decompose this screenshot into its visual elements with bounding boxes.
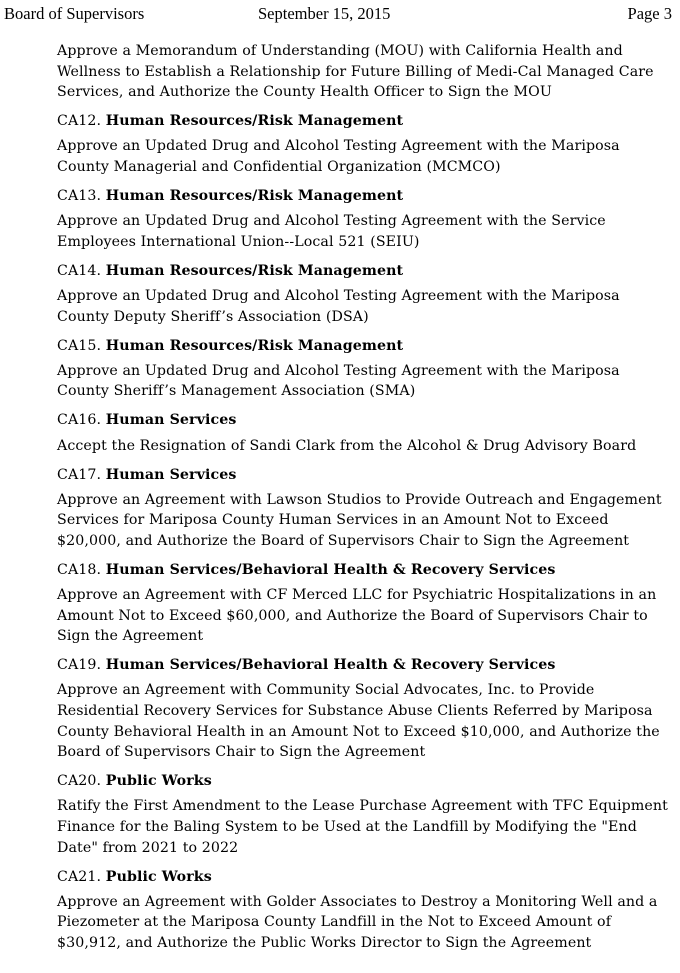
continued-item-description: Approve a Memorandum of Understanding (MOU) with California Health and Wellness to Establish a Relationship for Future Billing of Medi-Cal Managed Care Services, and Authorize the County Health Officer to Sign the MOU	[57, 43, 654, 101]
agenda-item-department: Human Services	[105, 466, 237, 483]
agenda-item-code: CA18.	[57, 561, 102, 578]
agenda-item-title	[57, 261, 669, 282]
agenda-item-code: CA12.	[57, 113, 102, 130]
agenda-item-department: Public Works	[105, 868, 212, 885]
agenda-item-description: Approve an Updated Drug and Alcohol Testing Agreement with the Mariposa County Sheriff’s Management Association (SMA)	[57, 362, 620, 400]
agenda-item-code: CA14.	[57, 262, 102, 279]
agenda-item-department: Public Works	[105, 773, 212, 790]
agenda-item-department: Human Resources/Risk Management	[105, 262, 404, 279]
agenda-item-description: Approve an Agreement with Golder Associates to Destroy a Monitoring Well and a Piezometer at the Mariposa County Landfill in the Not to Exceed Amount of $30,912, and Authorize the Public Works Director to Sign the Agreement	[57, 893, 658, 951]
agenda-item-department: Human Services/Behavioral Health & Recovery Services	[105, 657, 556, 674]
agenda-item-title	[57, 111, 669, 132]
agenda-item	[57, 261, 669, 327]
agenda-item-description: Approve an Agreement with Lawson Studios to Provide Outreach and Engagement Services for Mariposa County Human Services in an Amount Not to Exceed $20,000, and Authorize the Board of Supervisors Chair to Sign the Agreement	[57, 491, 662, 549]
agenda-item	[57, 655, 669, 762]
agenda-item-code: CA17.	[57, 466, 102, 483]
agenda-item-title	[57, 336, 669, 357]
agenda-item	[57, 186, 669, 252]
agenda-item-title	[57, 867, 669, 888]
header-date: September 15, 2015	[258, 4, 391, 23]
agenda-item-department: Human Services	[105, 412, 237, 429]
agenda-item-description: Approve an Agreement with CF Merced LLC for Psychiatric Hospitalizations in an Amount Not to Exceed $60,000, and Authorize the Board of Supervisors Chair to Sign the Agreement	[57, 587, 657, 645]
agenda-item-code: CA13.	[57, 188, 102, 205]
agenda-item	[57, 867, 669, 954]
agenda-item-title	[57, 560, 669, 581]
agenda-item-department: Human Resources/Risk Management	[105, 337, 404, 354]
agenda-item	[57, 560, 669, 647]
agenda-item-title	[57, 465, 669, 486]
agenda-item-title	[57, 410, 669, 431]
agenda-item-description: Approve an Updated Drug and Alcohol Testing Agreement with the Service Employees International Union--Local 521 (SEIU)	[57, 213, 606, 250]
agenda-item-code: CA19.	[57, 657, 102, 674]
agenda-item-code: CA20.	[57, 773, 102, 790]
agenda-content	[57, 41, 669, 962]
agenda-item	[57, 111, 669, 177]
header-page-number: Page 3	[627, 4, 672, 23]
consent-agenda-list	[57, 111, 669, 953]
agenda-item-description: Approve an Agreement with Community Social Advocates, Inc. to Provide Residential Recovery Services for Substance Abuse Clients Referred by Mariposa County Behavioral Health in an Amount Not to Exceed $10,000, and Authorize the Board of Supervisors Chair to Sign the Agreement	[57, 682, 660, 761]
agenda-item-department: Human Resources/Risk Management	[105, 188, 404, 205]
agenda-item-title	[57, 771, 669, 792]
agenda-item-description: Approve an Updated Drug and Alcohol Testing Agreement with the Mariposa County Managerial and Confidential Organization (MCMCO)	[57, 138, 620, 175]
agenda-item	[57, 465, 669, 552]
agenda-item	[57, 410, 669, 456]
agenda-item-code: CA16.	[57, 412, 102, 429]
agenda-item-description: Ratify the First Amendment to the Lease Purchase Agreement with TFC Equipment Finance for the Baling System to be Used at the Landfill by Modifying the "End Date" from 2021 to 2022	[57, 798, 668, 856]
page-header	[4, 4, 672, 24]
agenda-item	[57, 336, 669, 402]
agenda-item-code: CA15.	[57, 337, 102, 354]
agenda-item-department: Human Services/Behavioral Health & Recovery Services	[105, 561, 556, 578]
header-board-name: Board of Supervisors	[4, 4, 145, 23]
agenda-item-description: Approve an Updated Drug and Alcohol Testing Agreement with the Mariposa County Deputy Sheriff’s Association (DSA)	[57, 287, 620, 325]
agenda-item	[57, 771, 669, 858]
agenda-item-description: Accept the Resignation of Sandi Clark from the Alcohol & Drug Advisory Board	[57, 437, 637, 454]
agenda-item-title	[57, 186, 669, 207]
agenda-item-department: Human Resources/Risk Management	[105, 113, 404, 130]
agenda-item-code: CA21.	[57, 868, 102, 885]
agenda-item-title	[57, 655, 669, 676]
